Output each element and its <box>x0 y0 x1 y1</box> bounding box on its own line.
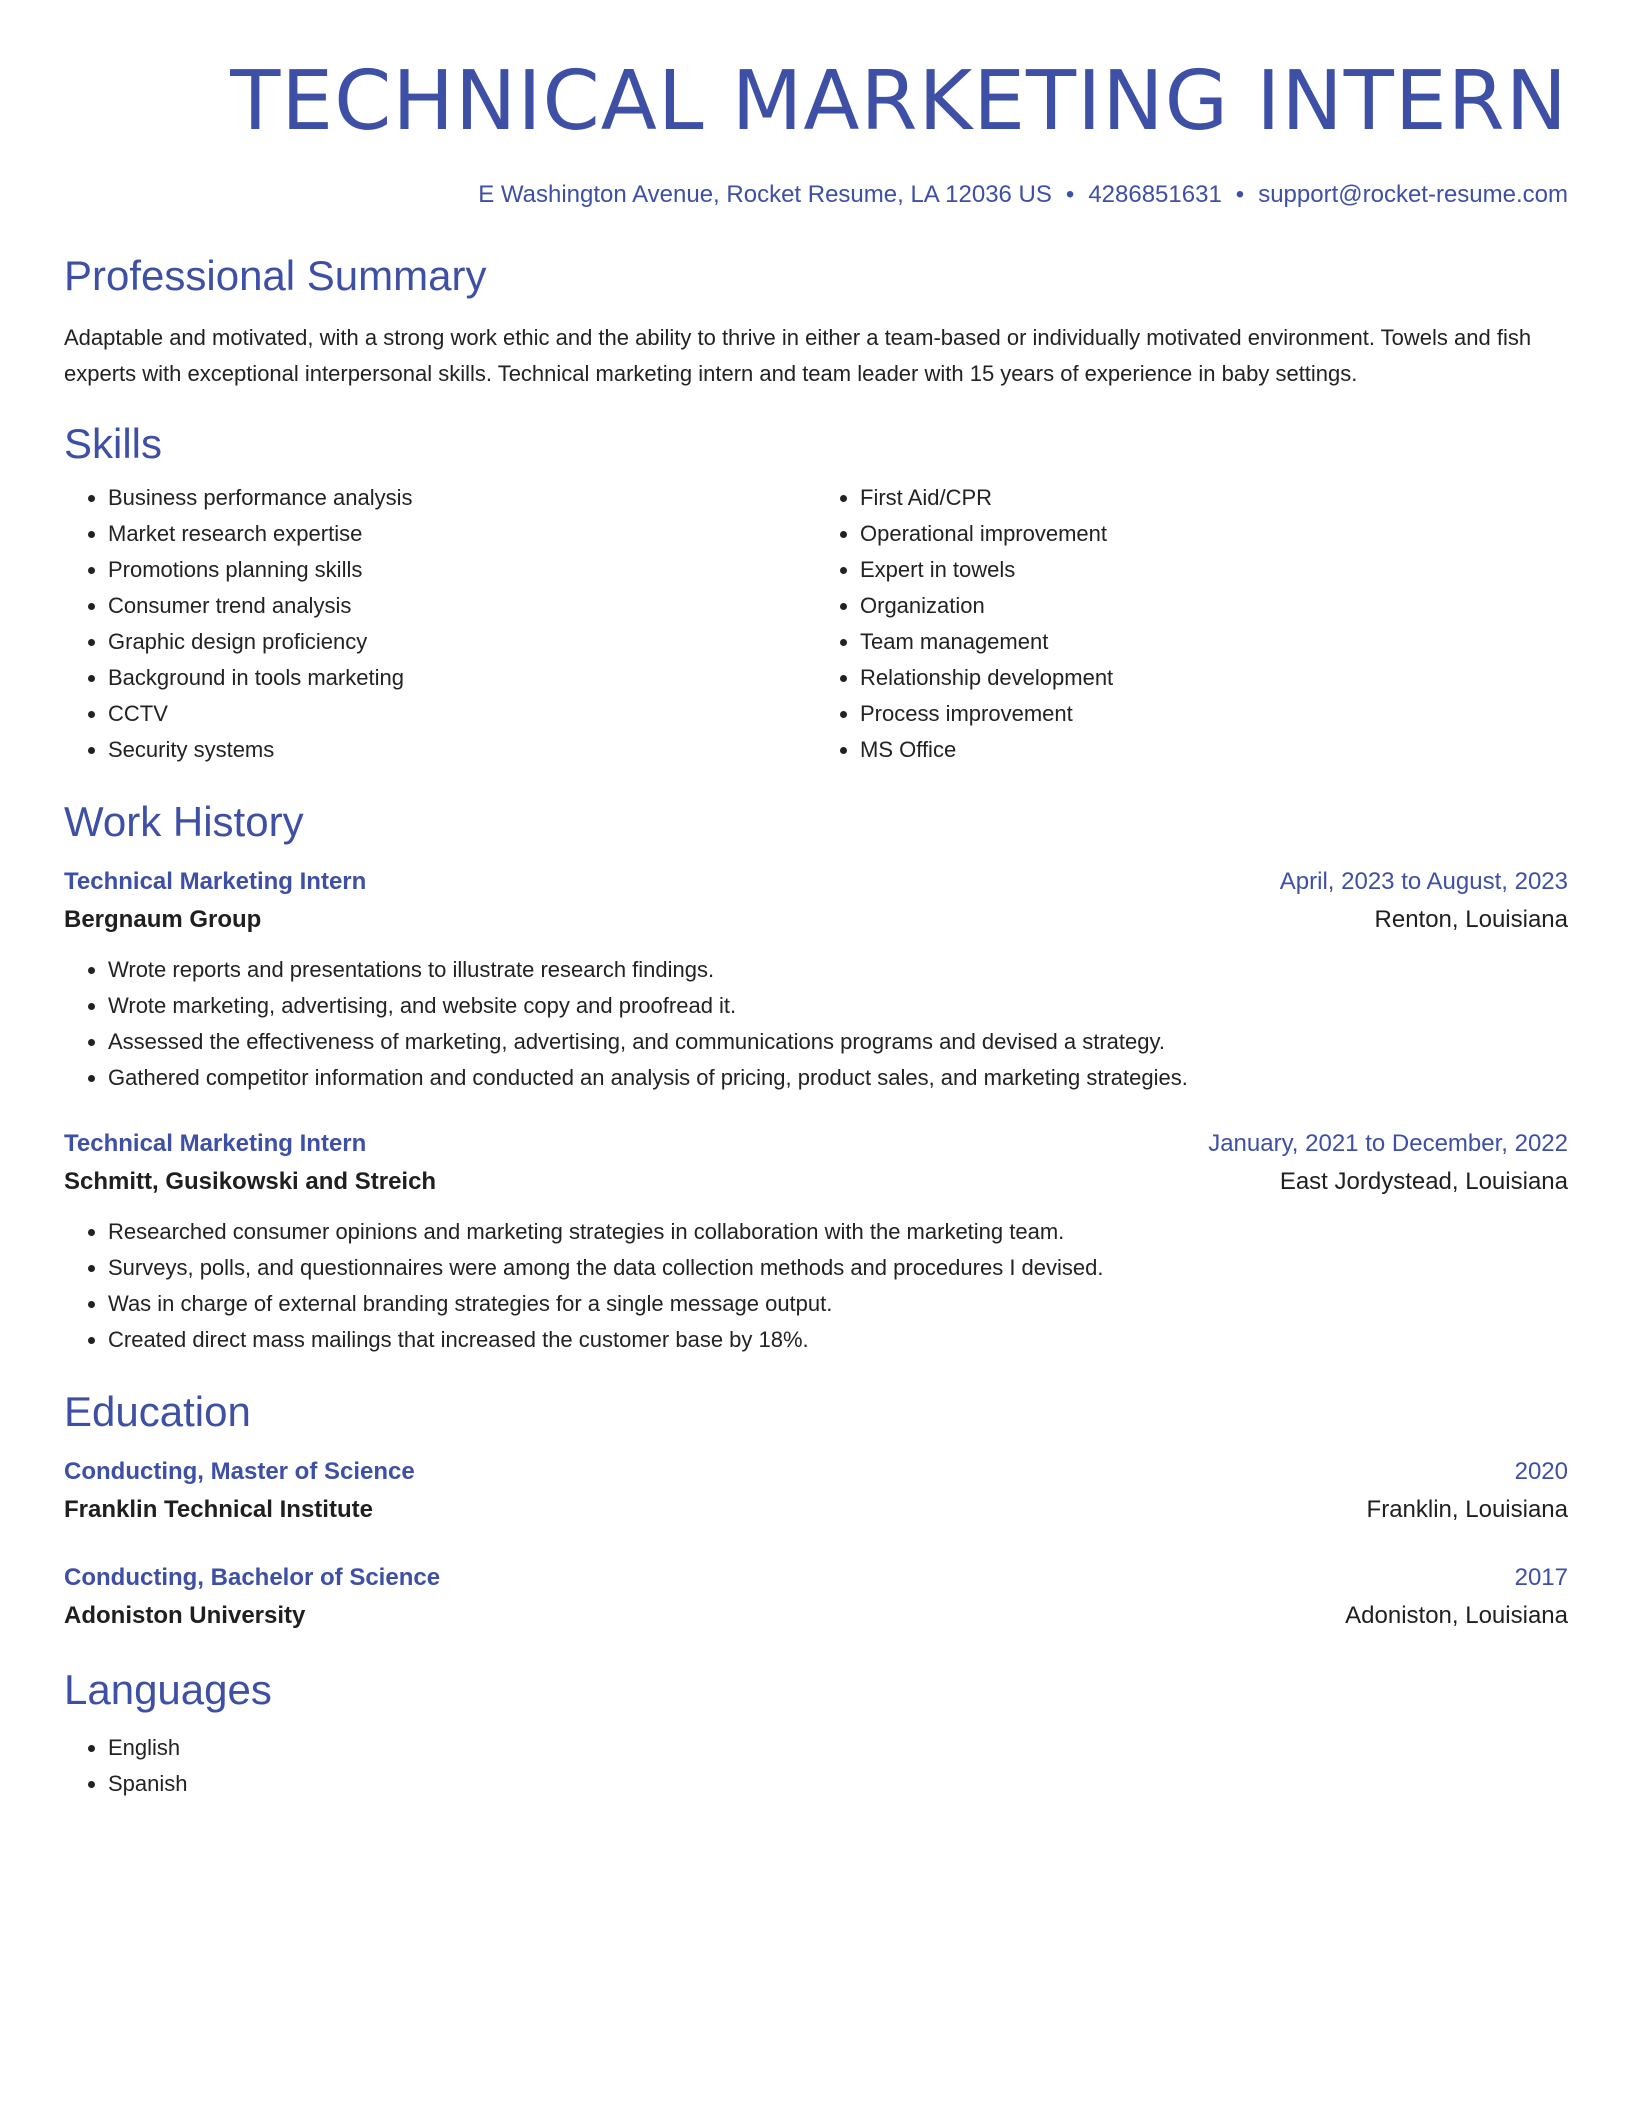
education-entry <box>64 1454 1568 1530</box>
list-item: • Was in charge of external branding strategies for a single message output. <box>108 1286 1568 1322</box>
job-entry <box>64 864 1568 1096</box>
list-item: • Business performance analysis <box>108 480 816 516</box>
skills-columns <box>64 480 1568 768</box>
job-header-row <box>64 864 1568 900</box>
school-location: Franklin, Louisiana <box>1366 1496 1568 1523</box>
job-dates: April, 2023 to August, 2023 <box>1279 868 1568 895</box>
education-school-row <box>64 1596 1568 1636</box>
list-item: • Market research expertise <box>108 516 816 552</box>
list-item: • Created direct mass mailings that increased the customer base by 18%. <box>108 1322 1568 1358</box>
education-school-row <box>64 1490 1568 1530</box>
list-item: • Spanish <box>108 1766 1568 1802</box>
section-title-skills: Skills <box>64 420 163 467</box>
resume-header <box>64 52 1568 212</box>
job-entry <box>64 1126 1568 1358</box>
job-location: East Jordystead, Louisiana <box>1279 1168 1568 1195</box>
job-header-row <box>64 1126 1568 1162</box>
school-name: Franklin Technical Institute <box>64 1496 373 1523</box>
list-item: • Assessed the effectiveness of marketing, advertising, and communications programs and devised a strategy. <box>108 1024 1568 1060</box>
job-dates: January, 2021 to December, 2022 <box>1208 1130 1568 1157</box>
list-item: • Expert in towels <box>860 552 1568 588</box>
list-item: • Wrote marketing, advertising, and website copy and proofread it. <box>108 988 1568 1024</box>
job-bullets <box>64 952 1568 1096</box>
list-item: • Process improvement <box>860 696 1568 732</box>
summary-text: Adaptable and motivated, with a strong work ethic and the ability to thrive in either a team-based or individually motivated environment. Towels and fish experts with exceptional interpersonal skills. Technical marketing intern and team leader with 15 years of experience in baby settings. <box>64 325 1532 386</box>
list-item: • Security systems <box>108 732 816 768</box>
contact-line <box>64 178 1568 212</box>
graduation-year: 2020 <box>1514 1458 1568 1485</box>
languages-list <box>64 1730 1568 1802</box>
education-header-row <box>64 1454 1568 1490</box>
list-item: • Consumer trend analysis <box>108 588 816 624</box>
section-title-languages: Languages <box>64 1666 272 1713</box>
job-company-row <box>64 1162 1568 1202</box>
school-name: Adoniston University <box>64 1602 306 1629</box>
graduation-year: 2017 <box>1514 1564 1568 1591</box>
phone: 4286851631 <box>1088 181 1222 208</box>
school-location: Adoniston, Louisiana <box>1345 1602 1568 1629</box>
work-history-section <box>64 794 1568 1358</box>
degree: Conducting, Bachelor of Science <box>64 1564 441 1591</box>
list-item: • Surveys, polls, and questionnaires were among the data collection methods and procedures I devised. <box>108 1250 1568 1286</box>
job-bullets <box>64 1214 1568 1358</box>
list-item: • First Aid/CPR <box>860 480 1568 516</box>
job-company: Schmitt, Gusikowski and Streich <box>64 1168 437 1195</box>
summary-section <box>64 248 1568 392</box>
list-item: • MS Office <box>860 732 1568 768</box>
contact-separator: • <box>1235 181 1245 208</box>
job-location: Renton, Louisiana <box>1374 906 1568 933</box>
list-item: • CCTV <box>108 696 816 732</box>
education-section <box>64 1384 1568 1636</box>
job-role: Technical Marketing Intern <box>64 868 367 895</box>
list-item: • Researched consumer opinions and marketing strategies in collaboration with the marketing team. <box>108 1214 1568 1250</box>
list-item: • Graphic design proficiency <box>108 624 816 660</box>
list-item: • Gathered competitor information and conducted an analysis of pricing, product sales, and marketing strategies. <box>108 1060 1568 1096</box>
job-company-row <box>64 900 1568 940</box>
skills-list-right <box>816 480 1568 768</box>
list-item: • Background in tools marketing <box>108 660 816 696</box>
education-entry <box>64 1560 1568 1636</box>
list-item: • Operational improvement <box>860 516 1568 552</box>
list-item: • English <box>108 1730 1568 1766</box>
section-title-education: Education <box>64 1388 251 1435</box>
list-item: • Promotions planning skills <box>108 552 816 588</box>
contact-separator: • <box>1065 181 1075 208</box>
job-role: Technical Marketing Intern <box>64 1130 367 1157</box>
list-item: • Wrote reports and presentations to illustrate research findings. <box>108 952 1568 988</box>
job-company: Bergnaum Group <box>64 906 262 933</box>
education-header-row <box>64 1560 1568 1596</box>
degree: Conducting, Master of Science <box>64 1458 415 1485</box>
list-item: • Team management <box>860 624 1568 660</box>
languages-section <box>64 1662 1568 1802</box>
section-title-summary: Professional Summary <box>64 252 487 299</box>
list-item: • Relationship development <box>860 660 1568 696</box>
skills-list-left <box>64 480 816 768</box>
list-item: • Organization <box>860 588 1568 624</box>
skills-section <box>64 416 1568 768</box>
section-title-work-history: Work History <box>64 798 304 845</box>
email-link[interactable]: support@rocket-resume.com <box>1258 181 1568 208</box>
candidate-title: TECHNICAL MARKETING INTERN <box>230 54 1568 149</box>
address: E Washington Avenue, Rocket Resume, LA 12036 US <box>478 181 1052 208</box>
